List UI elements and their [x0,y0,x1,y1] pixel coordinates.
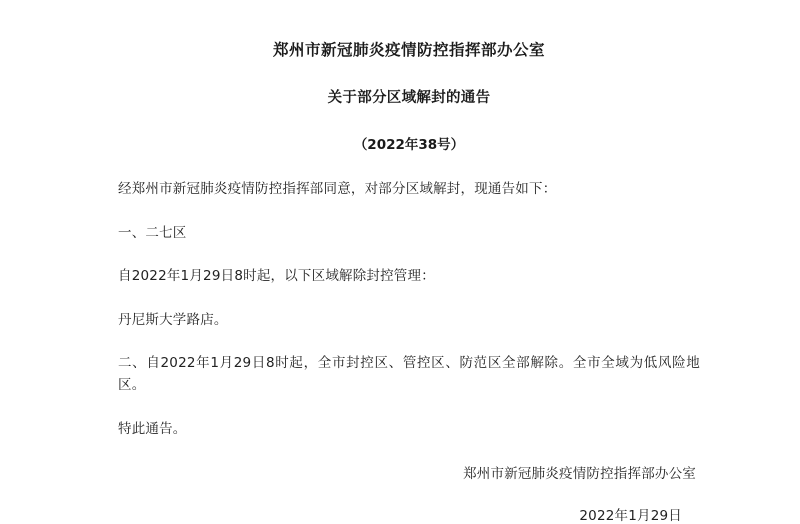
paragraph-closing: 特此通告。 [118,420,187,437]
paragraph-intro: 经郑州市新冠肺炎疫情防控指挥部同意，对部分区域解封，现通告如下： [118,181,557,197]
paragraph-section-two: 二、自2022年1月29日8时起，全市封控区、管控区、防范区全部解除。全市全域为低风险地区。 [118,355,700,393]
document-number: （2022年38号） [353,137,465,153]
signature-organization: 郑州市新冠肺炎疫情防控指挥部办公室 [463,466,696,483]
document-title: 郑州市新冠肺炎疫情防控指挥部办公室 [272,41,545,59]
paragraph-section-one: 一、二七区 [118,224,187,241]
signature-block [118,462,700,524]
document-body [118,179,700,440]
paragraph-area-list: 丹尼斯大学路店。 [118,311,228,328]
document-subtitle: 关于部分区域解封的通告 [327,90,491,106]
paragraph-effective-time: 自2022年1月29日8时起，以下区域解除封控管理： [118,268,435,285]
signature-date: 2022年1月29日 [579,508,682,524]
